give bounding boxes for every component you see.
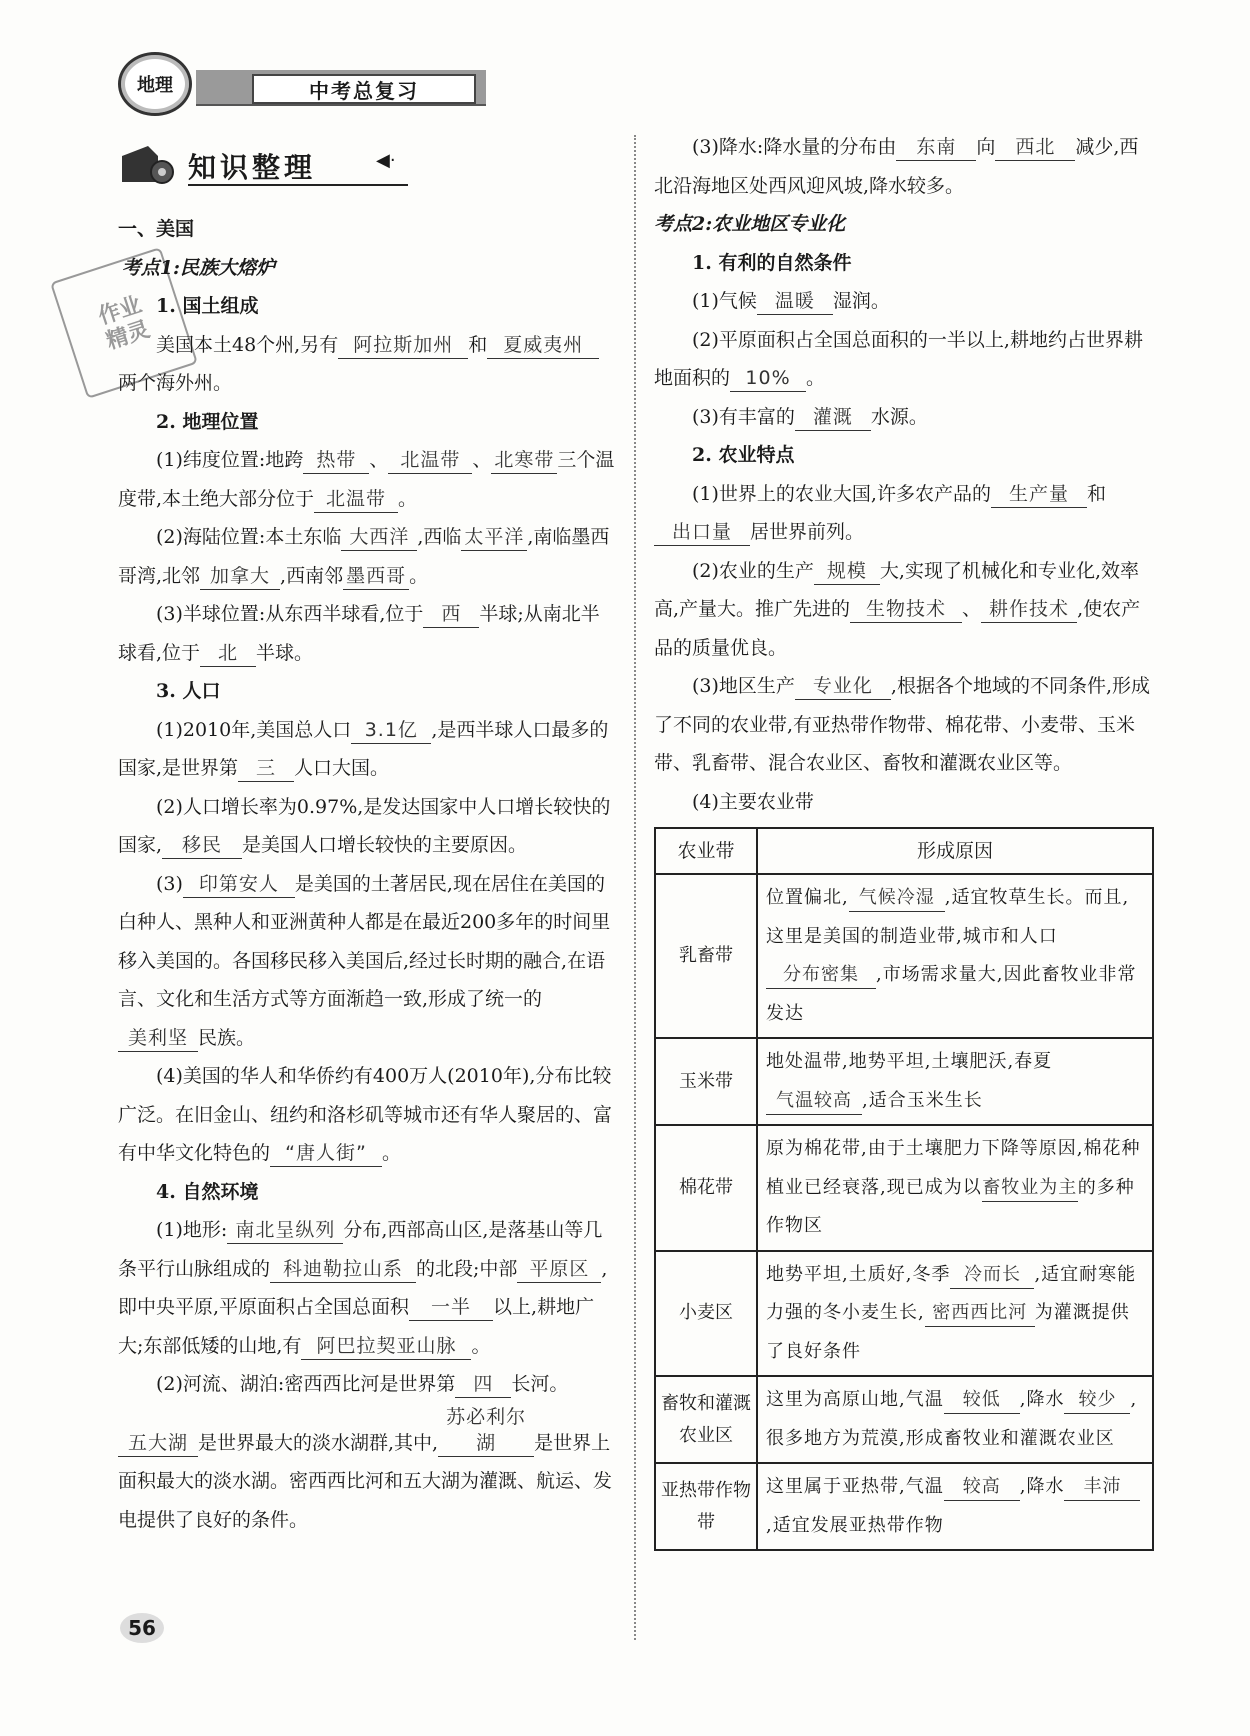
th-reason: 形成原因 bbox=[757, 828, 1153, 874]
blank-irrigation[interactable]: 灌溉 bbox=[795, 404, 871, 431]
blank-american[interactable]: 美利坚 bbox=[118, 1025, 198, 1052]
blank-mainly-zone[interactable]: 北温带 bbox=[314, 486, 398, 513]
blank-abundant[interactable]: 丰沛 bbox=[1064, 1474, 1140, 1501]
para-climate: (1)气候 温暖 湿润。 bbox=[654, 282, 1154, 321]
blank-livestock[interactable]: 畜牧业为主 bbox=[982, 1175, 1078, 1202]
agri-belt-table bbox=[654, 827, 1154, 1551]
blank-fourth[interactable]: 四 bbox=[455, 1371, 511, 1398]
para-territory: 美国本土48个州,另有 阿拉斯加州 和 夏威夷州两个海外州。 bbox=[118, 326, 616, 403]
blank-rank[interactable]: 三 bbox=[238, 755, 294, 782]
belt-reason: 原为棉花带,由于土壤肥力下降等原因,棉花种植业已经衰落,现已成为以畜牧业为主的多种作物区 bbox=[757, 1125, 1153, 1251]
para-pop-growth: (2)人口增长率为0.97%,是发达国家中人口增长较快的国家, 移民 是美国人口增长较快的主要原因。 bbox=[118, 788, 616, 865]
subheading-features: 2. 农业特点 bbox=[692, 444, 795, 466]
blank-cold-long[interactable]: 冷而长 bbox=[950, 1262, 1034, 1289]
para-hemisphere: (3)半球位置:从东西半球看,位于 西 半球;从南北半球看,位于 北 半球。 bbox=[118, 595, 616, 672]
kaodian-1: 考点1:民族大熔炉 bbox=[121, 256, 276, 279]
subheading-conditions: 1. 有利的自然条件 bbox=[692, 251, 852, 274]
left-column bbox=[118, 210, 616, 1539]
book-title: 中考总复习 bbox=[252, 74, 476, 104]
table-row bbox=[655, 1038, 1153, 1125]
header-bar bbox=[196, 70, 486, 106]
belt-name: 棉花带 bbox=[655, 1125, 757, 1251]
blank-percent[interactable]: 10% bbox=[730, 365, 806, 392]
blank-immigration[interactable]: 移民 bbox=[162, 832, 242, 859]
blank-higher[interactable]: 较高 bbox=[944, 1474, 1020, 1501]
table-row bbox=[655, 1376, 1153, 1463]
para-scale: (2)农业的生产 规模 大,实现了机械化和专业化,效率高,产量大。推广先进的 生物技术 、 耕作技术 ,使农产品的质量优良。 bbox=[654, 559, 1141, 659]
blank-north[interactable]: 北 bbox=[200, 640, 256, 667]
stamp-logo: 作业 精灵 bbox=[50, 247, 198, 399]
belt-reason: 位置偏北, 气候冷湿 ,适宜牧草生长。而且,这里是美国的制造业带,城市和人口分布密集 ,市场需求量大,因此畜牧业非常发达 bbox=[757, 874, 1153, 1038]
blank-northwest[interactable]: 西北 bbox=[995, 134, 1075, 161]
blank-warm[interactable]: 温暖 bbox=[757, 288, 833, 315]
belt-reason: 地处温带,地势平坦,土壤肥沃,春夏气温较高 ,适合玉米生长 bbox=[757, 1038, 1153, 1125]
belt-reason: 这里属于亚热带,气温 较高 ,降水 丰沛,适宜发展亚热带作物 bbox=[757, 1463, 1153, 1550]
belt-name: 亚热带作物带 bbox=[655, 1463, 757, 1550]
blank-cold-humid[interactable]: 气候冷湿 bbox=[849, 885, 945, 912]
blank-scale[interactable]: 规模 bbox=[814, 558, 880, 585]
blank-export[interactable]: 出口量 bbox=[654, 519, 750, 546]
subject-badge bbox=[118, 52, 192, 116]
subheading-territory: 1. 国土组成 bbox=[156, 295, 259, 317]
section-title bbox=[118, 142, 408, 186]
table-row bbox=[655, 1251, 1153, 1377]
subject-label: 地理 bbox=[137, 75, 173, 96]
kaodian-2: 考点2:农业地区专业化 bbox=[654, 213, 846, 235]
blank-cordillera[interactable]: 科迪勒拉山系 bbox=[270, 1256, 416, 1283]
blank-mexico[interactable]: 墨西哥 bbox=[343, 563, 409, 590]
para-sea-land: (2)海陆位置:本土东临 大西洋 ,西临 太平洋 ,南临墨西哥湾,北邻 加拿大 ,西南邻 墨西哥 。 bbox=[118, 518, 616, 595]
belt-name: 玉米带 bbox=[655, 1038, 757, 1125]
para-pop-total: (1)2010年,美国总人口 3.1亿 ,是西半球人口最多的国家,是世界第 三 人口大国。 bbox=[118, 711, 616, 788]
blank-dense[interactable]: 分布密集 bbox=[766, 962, 876, 989]
blank-southeast[interactable]: 东南 bbox=[896, 134, 976, 161]
section-title-text: 知识整理 bbox=[188, 151, 317, 184]
blank-specialized[interactable]: 专业化 bbox=[795, 673, 891, 700]
blank-farmtech[interactable]: 耕作技术 bbox=[981, 596, 1077, 623]
blank-north-south[interactable]: 南北呈纵列 bbox=[227, 1217, 343, 1244]
belt-name: 畜牧和灌溉农业区 bbox=[655, 1376, 757, 1463]
blank-production[interactable]: 生产量 bbox=[991, 481, 1087, 508]
belt-reason: 这里为高原山地,气温 较低 ,降水 较少 ,很多地方为荒漠,形成畜牧业和灌溉农业区 bbox=[757, 1376, 1153, 1463]
blank-biotech[interactable]: 生物技术 bbox=[850, 596, 962, 623]
para-big-country: (1)世界上的农业大国,许多农产品的 生产量 和出口量 居世界前列。 bbox=[654, 475, 1154, 552]
blank-north-temperate[interactable]: 北温带 bbox=[388, 447, 472, 474]
table-row bbox=[655, 874, 1153, 1038]
belt-name: 小麦区 bbox=[655, 1251, 757, 1377]
para-main-belts: (4)主要农业带 bbox=[692, 790, 814, 813]
para-specialization: (3)地区生产 专业化 ,根据各个地域的不同条件,形成了不同的农业带,有亚热带作物带、棉花带、小麦带、玉米带、乳畜带、混合农业区、畜牧和灌溉农业区等。 bbox=[654, 675, 1151, 774]
para-natives: (3) 印第安人 是美国的土著居民,现在居住在美国的白种人、黑种人和亚洲黄种人都是在最近200多年的时间里移入美国的。各国移民移入美国后,经过长时期的融合,在语言、文化和生活方式等方面渐趋一致,形成了统一的美利坚 民族。 bbox=[118, 865, 616, 1058]
blank-lower[interactable]: 较低 bbox=[944, 1387, 1020, 1414]
title-underline bbox=[188, 184, 408, 186]
blank-indians[interactable]: 印第安人 bbox=[183, 871, 295, 898]
para-water: (3)有丰富的 灌溉 水源。 bbox=[654, 398, 1154, 437]
para-terrain: (1)地形: 南北呈纵列 分布,西部高山区,是落基山等几条平行山脉组成的 科迪勒拉山系 的北段;中部 平原区 ,即中央平原,平原面积占全国总面积 一半 以上,耕地广大;东部低矮的山地,有 阿巴拉契亚山脉 。 bbox=[118, 1211, 616, 1365]
subheading-environment: 4. 自然环境 bbox=[156, 1180, 259, 1203]
blank-warmer[interactable]: 气温较高 bbox=[766, 1088, 862, 1115]
blank-mississippi[interactable]: 密西西比河 bbox=[925, 1300, 1035, 1327]
blank-population[interactable]: 3.1亿 bbox=[351, 717, 431, 744]
blank-west[interactable]: 西 bbox=[423, 601, 479, 628]
subheading-location: 2. 地理位置 bbox=[156, 410, 259, 433]
blank-half[interactable]: 一半 bbox=[409, 1294, 493, 1321]
para-precip: (3)降水:降水量的分布由 东南 向 西北 减少,西北沿海地区处西风迎风坡,降水较多。 bbox=[654, 136, 1139, 197]
belt-reason: 地势平坦,土质好,冬季 冷而长 ,适宜耐寒能力强的冬小麦生长, 密西西比河 为灌溉提供了良好条件 bbox=[757, 1251, 1153, 1377]
blank-plain[interactable]: 平原区 bbox=[517, 1256, 601, 1283]
blank-atlantic[interactable]: 大西洋 bbox=[341, 524, 417, 551]
table-row bbox=[655, 1463, 1153, 1550]
blank-north-frigid[interactable]: 北寒带 bbox=[491, 447, 557, 474]
para-farmland: (2)平原面积占全国总面积的一半以上,耕地约占世界耕地面积的 10% 。 bbox=[654, 321, 1154, 398]
blank-superior[interactable]: 苏必利尔湖 bbox=[438, 1404, 534, 1457]
para-latitude: (1)纬度位置:地跨 热带 、 北温带 、 北寒带 三个温度带,本土绝大部分位于 北温带 。 bbox=[118, 441, 616, 518]
para-chinese: (4)美国的华人和华侨约有400万人(2010年),分布比较广泛。在旧金山、纽约和洛杉矶等城市还有华人聚居的、富有中华文化特色的 “唐人街” 。 bbox=[118, 1057, 616, 1173]
subheading-population: 3. 人口 bbox=[156, 680, 221, 702]
blank-great-lakes[interactable]: 五大湖 bbox=[118, 1430, 198, 1457]
blank-hawaii[interactable]: 夏威夷州 bbox=[487, 332, 599, 359]
blank-alaska[interactable]: 阿拉斯加州 bbox=[338, 332, 468, 359]
arrow-icon: ◀· bbox=[376, 150, 396, 171]
column-divider bbox=[634, 135, 636, 1640]
toolbox-icon bbox=[118, 142, 182, 186]
belt-name: 乳畜带 bbox=[655, 874, 757, 1038]
right-column bbox=[654, 128, 1154, 1551]
table-row bbox=[655, 1125, 1153, 1251]
blank-tropical[interactable]: 热带 bbox=[303, 447, 369, 474]
blank-less[interactable]: 较少 bbox=[1064, 1387, 1130, 1414]
blank-chinatown[interactable]: “唐人街” bbox=[270, 1140, 382, 1167]
blank-pacific[interactable]: 太平洋 bbox=[461, 524, 527, 551]
blank-appalachian[interactable]: 阿巴拉契亚山脉 bbox=[301, 1333, 471, 1360]
page-number: 56 bbox=[120, 1613, 164, 1643]
th-belt: 农业带 bbox=[655, 828, 757, 874]
table-header-row bbox=[655, 828, 1153, 874]
para-rivers: (2)河流、湖泊:密西西比河是世界第 四 长河。五大湖 是世界最大的淡水湖群,其中,苏必利尔湖 是世界上面积最大的淡水湖。密西西比河和五大湖为灌溉、航运、发电提供了良好的条件。 bbox=[118, 1373, 613, 1531]
heading-usa: 一、美国 bbox=[118, 218, 195, 240]
blank-canada[interactable]: 加拿大 bbox=[200, 563, 280, 590]
